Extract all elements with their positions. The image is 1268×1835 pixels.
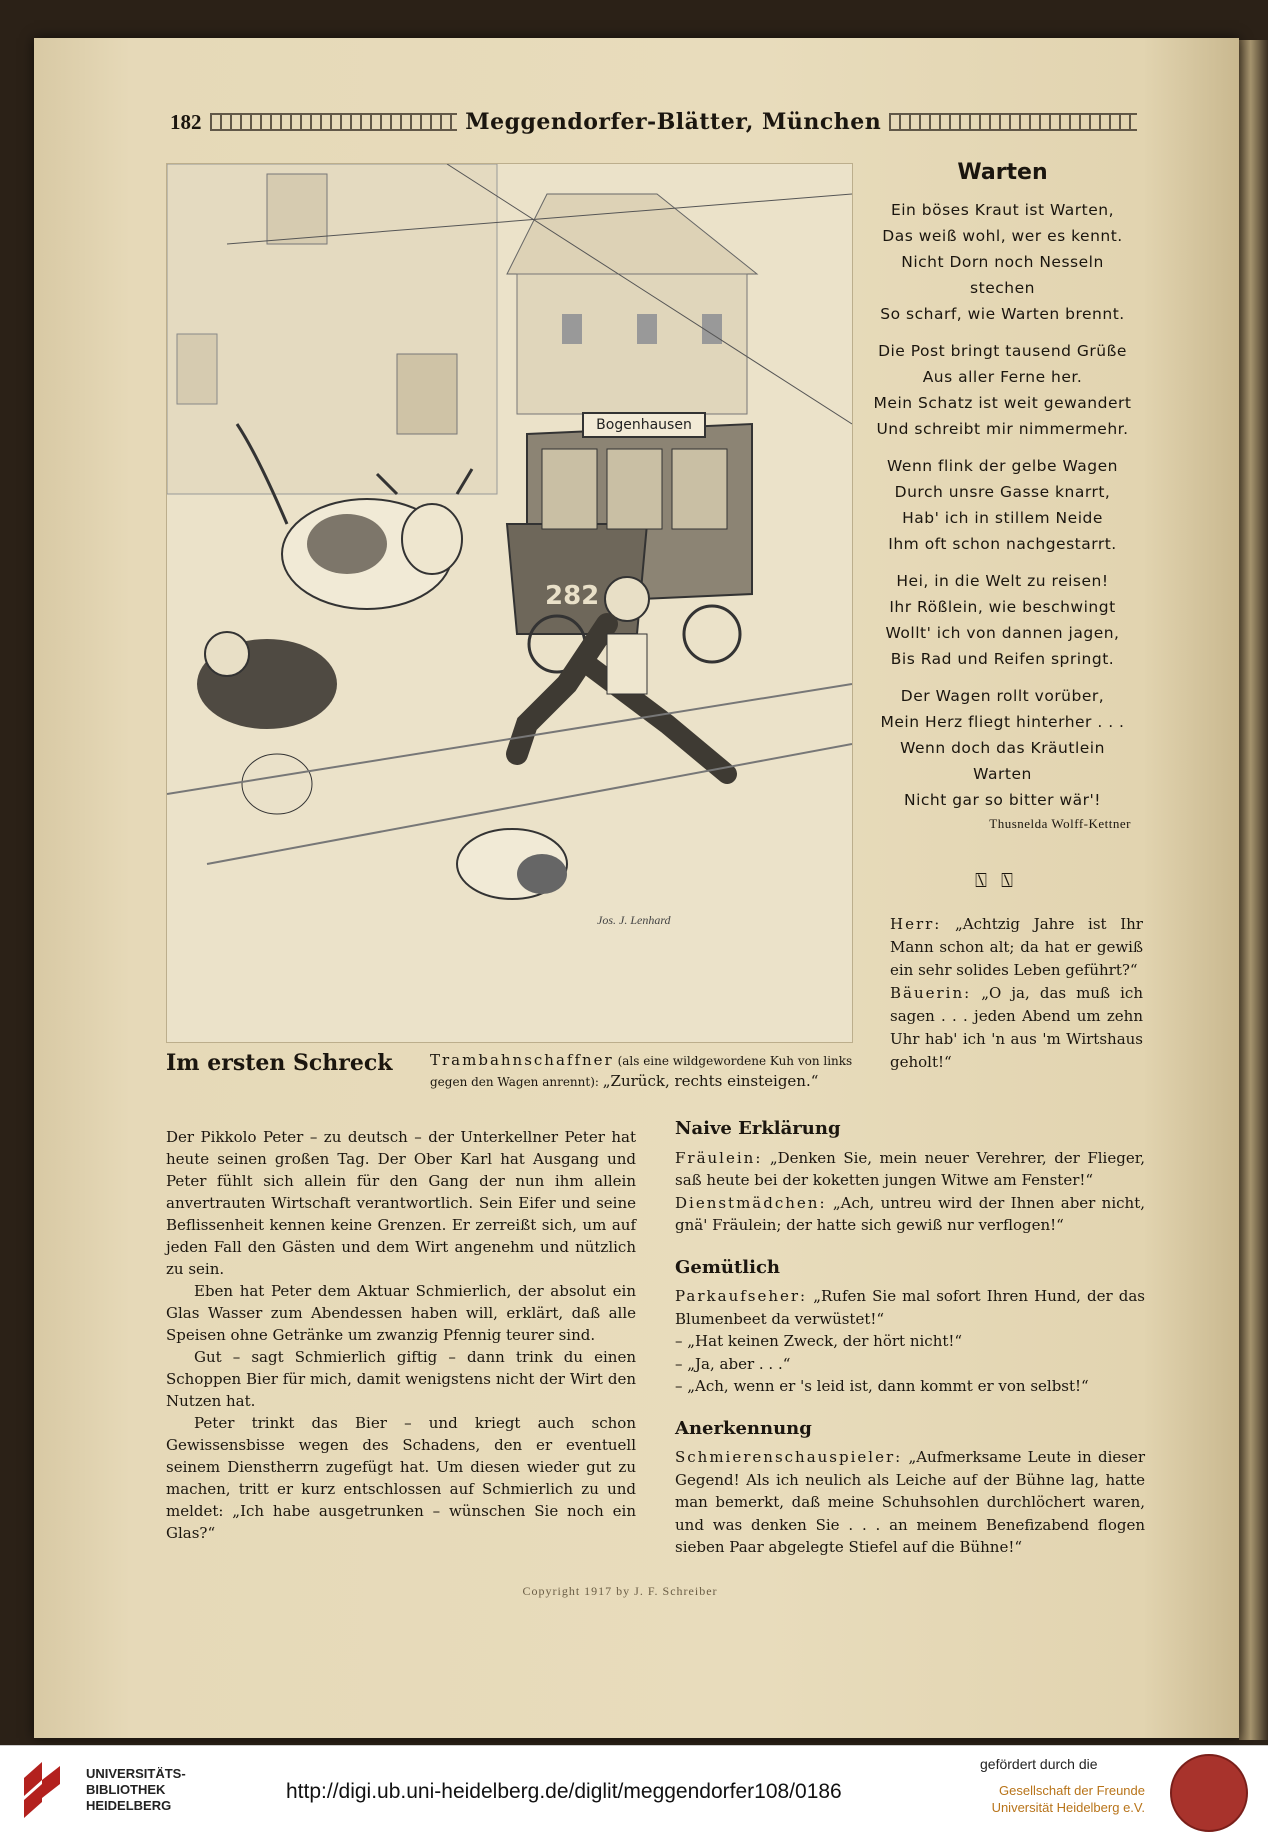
poem-line: Wenn doch das Kräutlein [900,739,1105,757]
poem-line: Das weiß wohl, wer es kennt. [882,227,1123,245]
magazine-title: Meggendorfer-Blätter, München [465,109,882,135]
joke-text: „Achtzig Jahre ist Ihr Mann schon alt; da hat er gewiß ein sehr solides Leben geführt?“ [890,915,1143,979]
poem-line: Ein böses Kraut ist Warten, [890,201,1115,219]
section-divider-icon: ⍂⍂ [975,868,1027,892]
joke-herr-baeuerin [890,913,1143,1074]
joke-text: „Aufmerksame Leute in dieser Gegend! Als ich neulich als Leiche auf der Bühne lag, hatte man bemerkt, daß meine Schuhsohlen durchlöchert waren, und was denken Sie . . . an meinem Benefizabend flogen sieben Paar abgelegte Stiefel auf die Bühne!“ [675,1448,1145,1556]
sponsor-name [975,1782,1145,1816]
joke-anerkennung [675,1418,1145,1559]
poem-line: Nicht Dorn noch Nesseln [901,253,1104,271]
library-name-line: BIBLIOTHEK [86,1782,166,1797]
joke-text: „Denken Sie, mein neuer Verehrer, der Flieger, saß heute bei der koketten jungen Witwe am Fenster!“ [675,1148,1145,1189]
joke-line [675,1147,1145,1192]
joke-text: „O ja, das muß ich sagen . . . jeden Abend um zehn Uhr hab' ich 'n aus 'm Wirtshaus geholt!“ [890,984,1143,1071]
poem-line: Ihr Rößlein, wie beschwingt [889,598,1116,616]
poem-line: Durch unsre Gasse knarrt, [894,483,1111,501]
poem-stanza-4 [870,568,1135,672]
poem-title: Warten [957,160,1048,185]
cartoon-drawing [167,164,852,1042]
artist-signature: Jos. J. Lenhard [597,913,671,927]
university-seal-icon [1170,1754,1248,1832]
story-pikkolo [166,1126,636,1544]
joke-title: Naive Erklärung [675,1118,841,1139]
sponsor-label: gefördert durch die [980,1756,1098,1772]
tram-number: 282 [545,581,600,611]
cartoon-caption [430,1050,855,1092]
poem-line: Hei, in die Welt zu reisen! [896,572,1109,590]
caption-quote: „Zurück, rechts einsteigen.“ [602,1072,819,1090]
cartoon-illustration [166,163,853,1043]
short-jokes [675,1118,1145,1579]
cartoon-caption-title: Im ersten Schreck [166,1050,393,1076]
story-paragraph: Eben hat Peter dem Aktuar Schmierlich, der absolut ein Glas Wasser zum Abendessen haben will, erklärt, daß alle Speisen ohne Getränke um zwanzig Pfennig teurer sind. [166,1282,636,1344]
tram-destination-sign: Bogenhausen [582,412,706,438]
page-number: 182 [170,109,202,134]
viewer-footer [0,1745,1268,1835]
joke-speaker: Herr: [890,915,942,933]
poem-line: Warten [973,765,1032,783]
joke-line [675,1285,1145,1330]
poem-stanza-3 [870,453,1135,557]
joke-speaker: Fräulein: [675,1148,763,1167]
joke-line-1 [890,913,1143,982]
caption-speaker: Trambahnschaffner [430,1051,614,1069]
poem-line: Wenn flink der gelbe Wagen [886,457,1118,475]
poem-line: Mein Schatz ist weit gewandert [873,394,1132,412]
library-name-line: UNIVERSITÄTS- [86,1766,186,1781]
story-paragraph: Peter trinkt das Bier – und kriegt auch schon Gewissensbisse wegen des Schadens, den er eventuell seinem Dienstherrn zugefügt hat. Um diesen wieder gut zu machen, tritt er kurz entschlossen auf Schmierlich zu und meldet: „Ich habe ausgetrunken – wünschen Sie noch ein Glas?“ [166,1414,636,1542]
poem-line: Bis Rad und Reifen springt. [890,650,1115,668]
poem-line: Nicht gar so bitter wär'! [903,791,1102,809]
poem-line: Die Post bringt tausend Grüße [878,342,1127,360]
header-ornament-right [889,113,1137,131]
joke-speaker: Bäuerin: [890,984,972,1002]
joke-naive-erklaerung [675,1118,1145,1237]
permalink-url[interactable]: http://digi.ub.uni-heidelberg.de/diglit/meggendorfer108/0186 [286,1780,842,1803]
university-library-logo-icon [20,1758,76,1820]
joke-title: Anerkennung [675,1417,812,1439]
story-paragraph: Der Pikkolo Peter – zu deutsch – der Unterkellner Peter hat heute seinen großen Tag. Der Ober Karl hat Ausgang und Peter fühlt sich allein für den Gang der nun ihm allein anvertrauten Wirtschaft verantwortlich. Sein Eifer und seine Beflissenheit kennen keine Grenzen. Er zerreißt sich, um auf jeden Fall den Gästen und dem Wirt angenehm und nützlich zu sein. [166,1128,636,1278]
poem-line: Aus aller Ferne her. [922,368,1083,386]
university-library-name [86,1766,186,1814]
joke-line-2 [890,982,1143,1074]
joke-line: – „Hat keinen Zweck, der hört nicht!“ [675,1332,963,1350]
sponsor-name-line: Gesellschaft der Freunde [999,1783,1145,1798]
sponsor-name-line: Universität Heidelberg e.V. [991,1800,1145,1815]
joke-speaker: Parkaufseher: [675,1287,808,1305]
poem-line: Der Wagen rollt vorüber, [900,687,1105,705]
poem-line: Ihm oft schon nachgestarrt. [888,535,1117,553]
story-paragraph: Gut – sagt Schmierlich giftig – dann trink du einen Schoppen Bier für mich, damit wenigstens nicht der Wirt den Nutzen hat. [166,1348,636,1410]
poem-author: Thusnelda Wolff-Kettner [989,816,1131,831]
poem-line: Wollt' ich von dannen jagen, [885,624,1120,642]
joke-speaker: Dienstmädchen: [675,1193,827,1212]
poem-line: Und schreibt mir nimmermehr. [876,420,1129,438]
joke-gemuetlich [675,1257,1145,1398]
page-header [170,104,1145,140]
joke-speaker: Schmierenschauspieler: [675,1448,903,1466]
poem-warten [870,160,1135,832]
joke-text: „Rufen Sie mal sofort Ihren Hund, der das Blumenbeet da verwüstet!“ [675,1287,1145,1328]
joke-text: „Ach, untreu wird der Ihnen aber nicht, gnä' Fräulein; der hatte sich gewiß nur verflogen!“ [675,1193,1145,1234]
poem-stanza-2 [870,338,1135,442]
joke-line [675,1192,1145,1237]
next-page-edge [1239,40,1268,1740]
poem-line: Mein Herz fliegt hinterher . . . [880,713,1125,731]
header-ornament-left [210,113,458,131]
joke-line [675,1446,1145,1559]
joke-line: – „Ja, aber . . .“ [675,1354,791,1373]
copyright-notice: Copyright 1917 by J. F. Schreiber [522,1584,718,1598]
library-name-line: HEIDELBERG [86,1798,172,1813]
joke-line: – „Ach, wenn er 's leid ist, dann kommt er von selbst!“ [675,1377,1089,1395]
caption-note: (als eine wildgewordene Kuh von links gegen den Wagen anrennt): [430,1054,853,1089]
poem-stanza-1 [870,197,1135,327]
poem-line: stechen [970,279,1035,297]
poem-line: So scharf, wie Warten brennt. [880,305,1125,323]
poem-stanza-5 [870,683,1135,813]
poem-line: Hab' ich in stillem Neide [902,509,1103,527]
joke-title: Gemütlich [675,1256,780,1278]
